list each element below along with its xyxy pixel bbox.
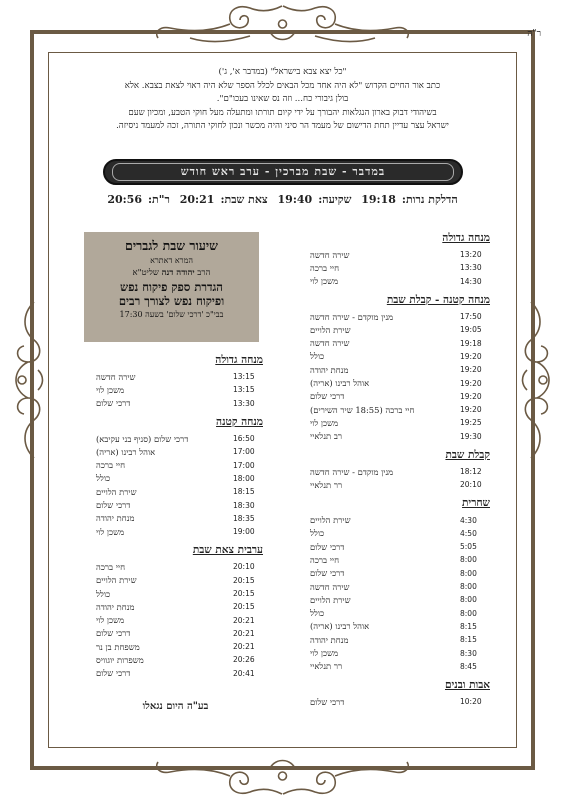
synagogue-name: שירה חדשה xyxy=(310,338,350,349)
schedule-section xyxy=(88,416,263,538)
prayer-time: 5:05 xyxy=(460,542,477,552)
schedule-row xyxy=(88,627,263,640)
prayer-time: 10:20 xyxy=(460,697,482,707)
prayer-time: 8:00 xyxy=(460,595,477,605)
prayer-time: 8:45 xyxy=(460,661,477,671)
synagogue-name: דרכי שלום xyxy=(310,696,345,707)
synagogue-name: כולל xyxy=(310,608,325,619)
intro-line: בולן גיבורי כח... וזה נס שאינו בעכו"ם". xyxy=(216,94,349,105)
synagogue-name: שירת הלויים xyxy=(310,594,351,605)
shiur-location: בבי"כ 'דרכי שלום' בשעה 17:30 xyxy=(119,310,224,319)
schedule-row xyxy=(88,432,263,445)
prayer-time: 19:20 xyxy=(460,405,482,415)
prayer-time: 19:20 xyxy=(460,351,482,361)
prayer-time: 20:15 xyxy=(233,589,255,598)
schedule-row xyxy=(88,640,263,653)
synagogue-name: מנחת יהודה xyxy=(310,634,349,645)
schedule-row xyxy=(88,485,263,498)
prayer-time: 17:50 xyxy=(460,312,482,322)
prayer-time: 19:00 xyxy=(233,527,255,537)
rabbi-prefix: הרב xyxy=(197,268,211,278)
rabbi-suffix: שליט"א xyxy=(132,268,159,278)
synagogue-name: חיי ברכה xyxy=(96,561,126,572)
schedule-row xyxy=(302,478,490,491)
intro-quote: "כל יצא צבא בישראל" (במדבר א', ג') xyxy=(218,67,347,77)
schedule-row xyxy=(302,430,490,443)
section-title: אבות ובנים xyxy=(444,679,490,692)
schedule-row xyxy=(302,527,490,540)
prayer-time: 20:41 xyxy=(233,668,255,678)
schedule-row xyxy=(88,472,263,485)
prayer-time: 13:30 xyxy=(460,263,482,273)
schedule-row xyxy=(88,600,263,613)
schedule-row xyxy=(302,376,490,389)
shiur-topic: ופיקוח נפש לצורך רבים xyxy=(118,294,225,308)
synagogue-name: שירה חדשה xyxy=(310,581,350,592)
prayer-time: 20:10 xyxy=(233,562,255,572)
left-ornament-icon xyxy=(4,300,46,460)
intro-line: בשיהודי דבוק בארון הנגלאות יהבורך על ידי קיום תורתו ומתעלה מעל חוקי הטבע, ומכיון שעם xyxy=(128,107,437,118)
prayer-time: 8:15 xyxy=(460,621,477,631)
prayer-time: 20:21 xyxy=(233,642,255,652)
prayer-time: 13:30 xyxy=(233,398,255,408)
schedule-row xyxy=(302,390,490,403)
synagogue-name: אוהל רבינו (אריה) xyxy=(310,378,370,389)
schedule-section xyxy=(88,544,263,680)
synagogue-name: חיי ברכה xyxy=(310,554,340,565)
schedule-row xyxy=(88,370,263,383)
prayer-time: 18:15 xyxy=(233,487,255,497)
sunset-label: שקיעה: xyxy=(318,193,352,206)
intro-line: כתב אור החיים הקדוש "לא היה אחד מכל הבאים לכלל הספר שלא היה ראוי לצאת בצבא. אלא xyxy=(124,80,441,91)
prayer-time: 20:26 xyxy=(233,655,255,665)
schedule-section xyxy=(302,294,490,443)
synagogue-name: חיי ברכה xyxy=(96,460,126,471)
schedule-row xyxy=(88,397,263,410)
schedule-row xyxy=(88,458,263,471)
synagogue-name: כולל xyxy=(310,528,325,539)
shabbat-times xyxy=(62,193,503,206)
schedule-row xyxy=(88,653,263,666)
prayer-time: 19:20 xyxy=(460,378,482,388)
prayer-time: 18:12 xyxy=(460,467,482,476)
schedule-row xyxy=(88,587,263,600)
prayer-time: 19:20 xyxy=(460,365,482,375)
right-ornament-icon xyxy=(519,300,561,460)
prayer-time: 19:18 xyxy=(460,338,482,348)
shiur-box xyxy=(84,232,259,342)
section-title: מנחה קטנה - קבלת שבת xyxy=(386,293,490,306)
synagogue-name: דרכי שלום xyxy=(96,398,131,409)
schedule-row xyxy=(302,513,490,526)
parasha-banner xyxy=(103,159,463,185)
schedule-row xyxy=(88,512,263,525)
schedule-row xyxy=(302,633,490,646)
schedule-row xyxy=(302,540,490,553)
prayer-time: 4:50 xyxy=(460,528,477,538)
prayer-time: 17:00 xyxy=(233,447,255,457)
synagogue-name: כולל xyxy=(96,473,111,484)
prayer-time: 13:20 xyxy=(460,250,482,260)
schedule-row xyxy=(302,350,490,363)
prayer-time: 17:00 xyxy=(233,460,255,470)
prayer-time: 18:00 xyxy=(233,473,255,483)
shabbat-out-label: צאת שבת: xyxy=(220,193,268,206)
top-ornament-icon xyxy=(150,2,415,48)
schedule-row xyxy=(88,574,263,587)
prayer-time: 8:00 xyxy=(460,608,477,618)
synagogue-name: דרכי שלום xyxy=(310,568,345,579)
shabbat-out-time: 20:21 xyxy=(179,193,215,206)
schedule-row xyxy=(302,620,490,633)
page-tag: ר"ה xyxy=(527,29,541,39)
prayer-time: 8:00 xyxy=(460,582,477,592)
banner-text: במדבר - שבת מברכין - ערב ראש חודש xyxy=(112,163,454,181)
prayer-time: 19:05 xyxy=(460,325,482,335)
schedule-row xyxy=(302,336,490,349)
section-title: ערבית צאת שבת xyxy=(192,544,263,557)
schedule-row xyxy=(88,560,263,573)
schedule-row xyxy=(88,525,263,538)
shiur-topic: הגדרת ספק פיקוח נפש xyxy=(120,280,223,294)
shiur-rabbi xyxy=(84,267,259,278)
prayer-time: 19:25 xyxy=(460,418,482,428)
schedule-row xyxy=(88,445,263,458)
schedule-row xyxy=(302,660,490,673)
synagogue-name: מנחת יהודה xyxy=(310,364,349,375)
synagogue-name: מנחת יהודה xyxy=(96,513,135,524)
prayer-time: 20:15 xyxy=(233,575,255,585)
prayer-time: 18:35 xyxy=(233,513,255,523)
synagogue-name: מנחת יהודה xyxy=(96,601,135,612)
schedule-row xyxy=(302,416,490,429)
rt-label: ר"ת: xyxy=(148,193,170,206)
synagogue-name: דרכי שלום xyxy=(96,628,131,639)
prayer-time: 20:21 xyxy=(233,615,255,625)
schedule-row xyxy=(302,580,490,593)
synagogue-name: משכן לוי xyxy=(96,526,125,537)
synagogue-name: חיי ברכה xyxy=(310,262,340,273)
prayer-time: 8:30 xyxy=(460,648,477,658)
prayer-time: 20:15 xyxy=(233,602,255,612)
friday-schedule-column xyxy=(302,232,490,714)
prayer-time: 14:30 xyxy=(460,276,482,286)
shabbat-schedule-column xyxy=(88,354,263,686)
schedule-row xyxy=(88,667,263,680)
schedule-row xyxy=(302,248,490,261)
rabbi-name: יהודה דנה xyxy=(161,268,195,278)
section-title: שחרית xyxy=(462,497,490,510)
prayer-time: 16:50 xyxy=(233,434,255,444)
prayer-time: 20:21 xyxy=(233,628,255,638)
synagogue-name: שירת הלויים xyxy=(310,324,351,335)
prayer-time: 19:20 xyxy=(460,391,482,401)
synagogue-name: מנין מוקדם - שירה חדשה xyxy=(310,466,394,477)
schedule-section xyxy=(88,354,263,410)
synagogue-name: כולל xyxy=(96,588,111,599)
synagogue-name: רר תנלאיי xyxy=(310,479,343,490)
prayer-time: 13:15 xyxy=(233,385,255,395)
synagogue-name: אוהל רבינו (אריה) xyxy=(310,621,370,632)
synagogue-name: שירה חדשה xyxy=(310,249,350,260)
schedule-section xyxy=(302,449,490,492)
schedule-section xyxy=(302,232,490,288)
prayer-time: 19:30 xyxy=(460,431,482,441)
synagogue-name: משפחת בן נר xyxy=(96,641,140,652)
prayer-time: 13:15 xyxy=(233,372,255,382)
prayer-time: 8:15 xyxy=(460,635,477,645)
synagogue-name: שירת הלויים xyxy=(96,575,137,586)
prayer-time: 8:00 xyxy=(460,568,477,578)
prayer-time: 20:10 xyxy=(460,480,482,490)
prayer-time: 18:30 xyxy=(233,500,255,510)
schedule-section xyxy=(302,679,490,708)
schedule-row xyxy=(302,403,490,416)
schedule-row xyxy=(302,275,490,288)
synagogue-name: משכן לוי xyxy=(96,615,125,626)
synagogue-name: משכן לוי xyxy=(310,276,339,287)
schedule-row xyxy=(302,323,490,336)
candles-time: 19:18 xyxy=(361,193,396,206)
section-title: מנחה גדולה xyxy=(215,354,263,366)
synagogue-name: דרכי שלום xyxy=(310,391,345,402)
rt-time: 20:56 xyxy=(107,193,142,206)
schedule-row xyxy=(88,383,263,396)
synagogue-name: שירה חדשה xyxy=(96,371,136,382)
schedule-row xyxy=(302,646,490,659)
shiur-title: שיעור שבת לגברים xyxy=(125,238,218,253)
synagogue-name: שירת הלויים xyxy=(310,515,351,526)
schedule-row xyxy=(302,567,490,580)
section-title: מנחה גדולה xyxy=(442,232,490,244)
closing-line: בע"ה היום נגאלו xyxy=(142,701,209,712)
section-title: מנחה קטנה xyxy=(216,415,263,428)
schedule-row xyxy=(88,498,263,511)
synagogue-name: כולל xyxy=(310,351,325,362)
schedule-section xyxy=(302,497,490,673)
schedule-row xyxy=(302,261,490,274)
synagogue-name: מנין מוקדם - שירה חדשה xyxy=(310,311,394,322)
section-title: קבלת שבת xyxy=(445,448,490,461)
schedule-row xyxy=(302,593,490,606)
schedule-row xyxy=(302,465,490,478)
synagogue-name: משכן לוי xyxy=(96,384,125,395)
prayer-time: 4:30 xyxy=(460,515,477,525)
synagogue-name: שירת הלויים xyxy=(96,486,137,497)
synagogue-name: דרכי שלום xyxy=(96,668,131,679)
synagogue-name: משפרות יוגוויס xyxy=(96,654,144,665)
synagogue-name: רב תנלאיי xyxy=(310,431,342,442)
schedule-row xyxy=(302,553,490,566)
synagogue-name: דרכי שלום xyxy=(310,541,345,552)
sunset-time: 19:40 xyxy=(277,193,313,206)
synagogue-name: משכן לוי xyxy=(310,648,339,659)
intro-text xyxy=(62,66,503,134)
candles-label: הדלקת נרות: xyxy=(401,193,458,206)
synagogue-name: רר תנלאיי xyxy=(310,661,343,672)
synagogue-name: חיי ברכה (18:55 שיר השירים) xyxy=(310,404,415,415)
shiur-subtitle: המרא דאתרא xyxy=(150,256,193,265)
synagogue-name: אוהל רבינו (אריה) xyxy=(96,446,156,457)
synagogue-name: דרכי שלום xyxy=(96,500,131,511)
schedule-row xyxy=(302,607,490,620)
synagogue-name: משכן לוי xyxy=(310,417,339,428)
schedule-row xyxy=(88,613,263,626)
bottom-ornament-icon xyxy=(150,752,415,798)
schedule-row xyxy=(302,695,490,708)
schedule-row xyxy=(302,363,490,376)
intro-line: ישראל עצר עדיין תחת הדישום של מעמד הר סיני והיה מכשר ונכון לחוקי התורה, זכה למעמד ניסיזה. xyxy=(116,121,449,132)
prayer-time: 8:00 xyxy=(460,555,477,565)
schedule-row xyxy=(302,310,490,323)
synagogue-name: דרכי שלום (סניף בני עקיבא) xyxy=(96,433,189,444)
